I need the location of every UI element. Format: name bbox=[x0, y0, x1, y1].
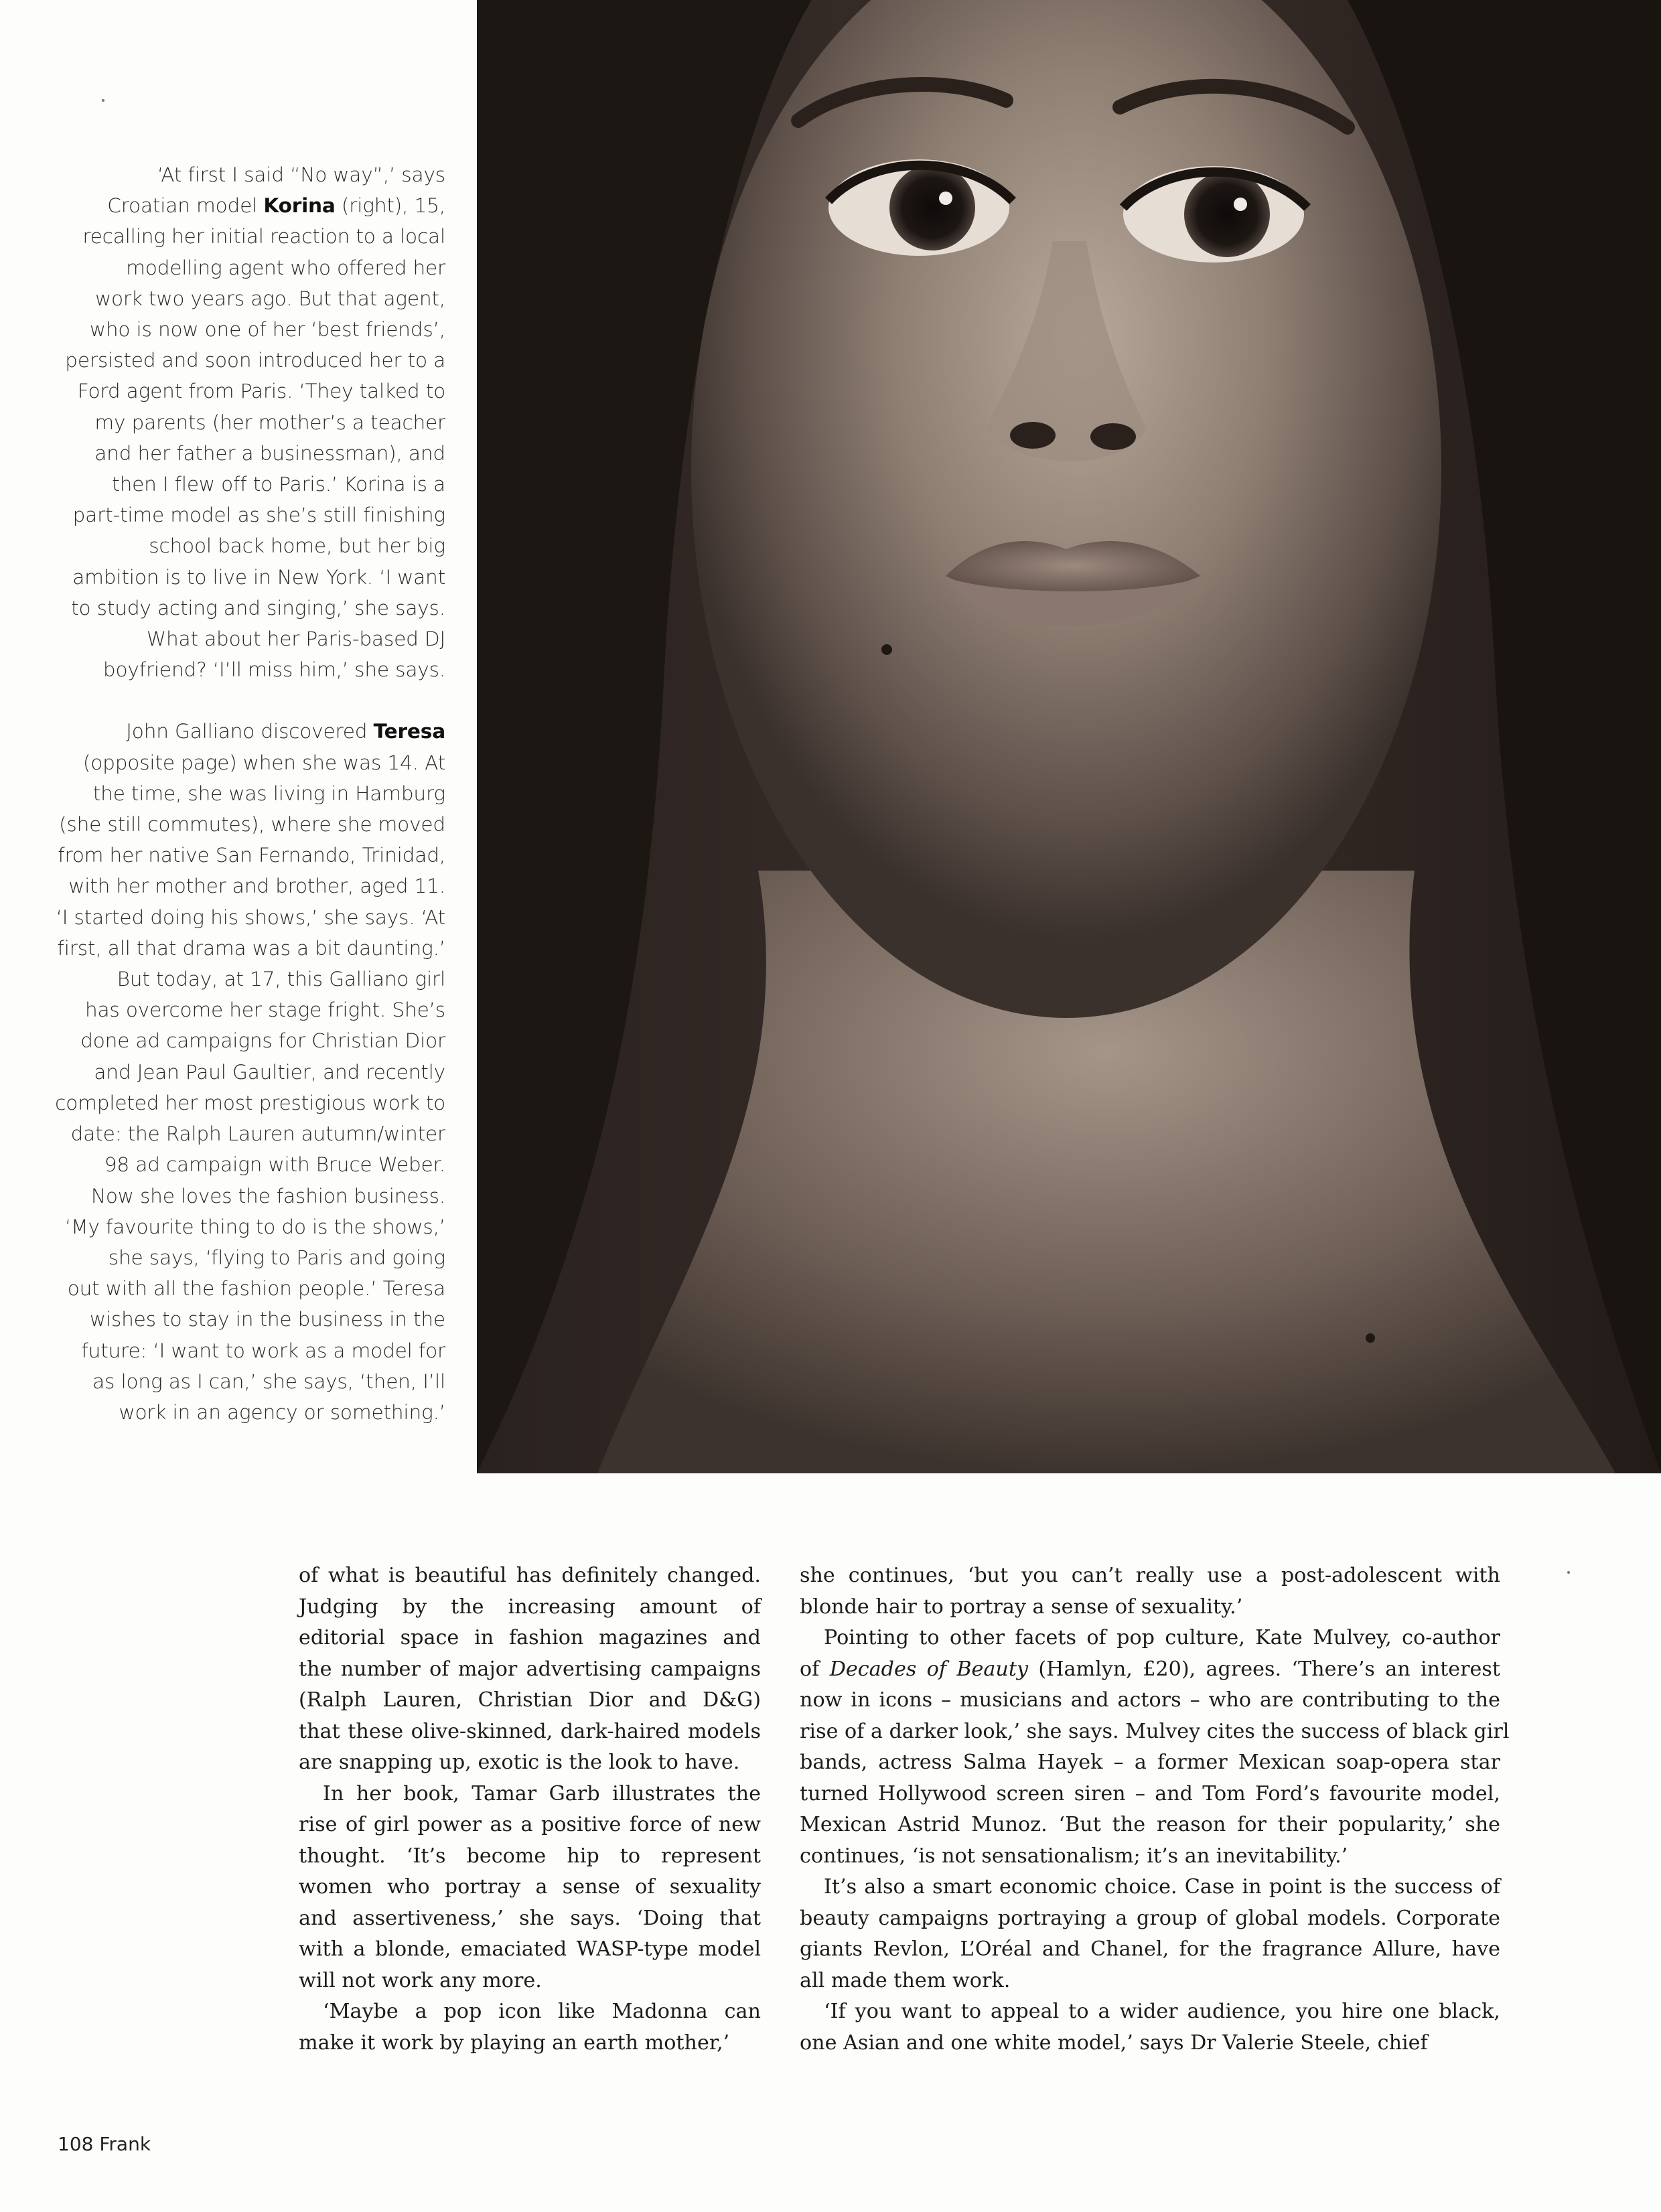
sidebar-line: work in an agency or something.’ bbox=[119, 1400, 445, 1424]
sidebar-line: she says, ‘flying to Paris and going bbox=[108, 1246, 445, 1269]
sidebar-line: Ford agent from Paris. ‘They talked to bbox=[77, 380, 445, 403]
sidebar-line: wishes to stay in the business in the bbox=[89, 1308, 445, 1331]
body-line: editorial space in fashion magazines and bbox=[299, 1626, 761, 1649]
sidebar-line: to study acting and singing,’ she says. bbox=[71, 596, 445, 619]
body-line: with a blonde, emaciated WASP-type model bbox=[299, 1937, 761, 1961]
sidebar-line: Croatian model Korina (right), 15, bbox=[107, 194, 445, 218]
sidebar-line: my parents (her mother’s a teacher bbox=[94, 411, 445, 434]
body-line: one Asian and one white model,’ says Dr Valerie Steele, chief bbox=[800, 2031, 1428, 2055]
body-line: ‘Maybe a pop icon like Madonna can bbox=[323, 2000, 761, 2023]
body-line: that these olive-skinned, dark-haired models bbox=[299, 1719, 761, 1743]
sidebar-line: ambition is to live in New York. ‘I want bbox=[72, 565, 445, 589]
sidebar-line: as long as I can,’ she says, ‘then, I’ll bbox=[92, 1370, 445, 1393]
body-paragraph bbox=[800, 1872, 1500, 1996]
sidebar-line: school back home, but her big bbox=[149, 534, 445, 558]
body-line: now in icons – musicians and actors – who are contributing to the bbox=[800, 1688, 1500, 1712]
portrait-photo bbox=[477, 0, 1661, 1473]
sidebar-line: and her father a businessman), and bbox=[94, 441, 445, 465]
body-line: turned Hollywood screen siren – and Tom Ford’s favourite model, bbox=[800, 1781, 1500, 1805]
body-line: thought. ‘It’s become hip to represent bbox=[299, 1844, 761, 1868]
sidebar-line: modelling agent who offered her bbox=[126, 256, 445, 279]
sidebar-line: with her mother and brother, aged 11. bbox=[68, 875, 445, 898]
sidebar-line: first, all that drama was a bit daunting.’ bbox=[57, 936, 445, 960]
body-line: are snapping up, exotic is the look to have. bbox=[299, 1751, 740, 1774]
body-line: and assertiveness,’ she says. ‘Doing that bbox=[299, 1906, 761, 1930]
sidebar-line: recalling her initial reaction to a local bbox=[82, 225, 445, 248]
sidebar-line: persisted and soon introduced her to a bbox=[65, 349, 445, 372]
body-line: women who portray a sense of sexuality bbox=[299, 1875, 761, 1899]
sidebar-line: 98 ad campaign with Bruce Weber. bbox=[104, 1153, 445, 1177]
body-line: Mexican Astrid Munoz. ‘But the reason for their popularity,’ she bbox=[800, 1813, 1500, 1836]
sidebar-line: (she still commutes), where she moved bbox=[59, 813, 445, 836]
body-line: blonde hair to portray a sense of sexuality.’ bbox=[800, 1595, 1243, 1619]
body-paragraph bbox=[299, 1560, 761, 1779]
body-line: of what is beautiful has definitely changed. bbox=[299, 1564, 761, 1587]
portrait-illustration bbox=[477, 0, 1661, 1473]
body-column-1 bbox=[299, 1560, 761, 2059]
body-line: giants Revlon, L’Oréal and Chanel, for the fragrance Allure, have bbox=[800, 1937, 1500, 1961]
sidebar-line: then I flew off to Paris.’ Korina is a bbox=[112, 473, 445, 496]
sidebar-line: Now she loves the fashion business. bbox=[90, 1184, 445, 1207]
dust-speck bbox=[1567, 1571, 1570, 1574]
body-paragraph bbox=[299, 1779, 761, 1997]
dust-speck bbox=[102, 99, 104, 102]
body-line: the number of major advertising campaigns bbox=[299, 1657, 761, 1681]
body-line: Pointing to other facets of pop culture, Kate Mulvey, co-author bbox=[824, 1626, 1500, 1649]
body-line: rise of a darker look,’ she says. Mulvey cites the success of black girl bbox=[800, 1719, 1510, 1743]
page-folio: 108 Frank bbox=[58, 2133, 151, 2155]
sidebar-line: ‘My favourite thing to do is the shows,’ bbox=[64, 1215, 445, 1238]
body-line: will not work any more. bbox=[299, 1968, 542, 1992]
sidebar-line: from her native San Fernando, Trinidad, bbox=[58, 844, 445, 867]
sidebar-line: What about her Paris-based DJ bbox=[146, 628, 445, 651]
sidebar-line: ‘At first I said “No way”,’ says bbox=[157, 163, 445, 186]
body-line: It’s also a smart economic choice. Case in point is the success of bbox=[824, 1875, 1500, 1899]
sidebar-column bbox=[40, 159, 445, 1428]
body-line: (Ralph Lauren, Christian Dior and D&G) bbox=[299, 1688, 761, 1712]
body-line: Judging by the increasing amount of bbox=[299, 1595, 761, 1619]
sidebar-line: the time, she was living in Hamburg bbox=[92, 782, 445, 805]
sidebar-line: boyfriend? ‘I’ll miss him,’ she says. bbox=[102, 658, 445, 682]
body-paragraph bbox=[299, 1996, 761, 2059]
sidebar-line: has overcome her stage fright. She’s bbox=[84, 999, 445, 1022]
body-line: all made them work. bbox=[800, 1968, 1011, 1992]
body-line: ‘If you want to appeal to a wider audience, you hire one black, bbox=[824, 2000, 1500, 2023]
sidebar-line: out with all the fashion people.’ Teresa bbox=[67, 1277, 445, 1301]
sidebar-line: (opposite page) when she was 14. At bbox=[82, 751, 445, 774]
body-line: In her book, Tamar Garb illustrates the bbox=[323, 1781, 761, 1805]
body-column-2 bbox=[800, 1560, 1510, 2059]
body-line: beauty campaigns portraying a group of global models. Corporate bbox=[800, 1906, 1500, 1930]
sidebar-line: future: ‘I want to work as a model for bbox=[81, 1339, 445, 1362]
sidebar-line: date: the Ralph Lauren autumn/winter bbox=[70, 1122, 445, 1146]
body-paragraph bbox=[800, 1623, 1510, 1872]
teresa-paragraph bbox=[40, 716, 445, 1428]
sidebar-line: part-time model as she’s still finishing bbox=[72, 504, 445, 527]
body-paragraph bbox=[800, 1560, 1500, 1623]
korina-paragraph bbox=[40, 159, 445, 685]
sidebar-line: But today, at 17, this Galliano girl bbox=[117, 968, 445, 991]
body-line: continues, ‘is not sensationalism; it’s an inevitability.’ bbox=[800, 1844, 1348, 1868]
body-line: bands, actress Salma Hayek – a former Mexican soap-opera star bbox=[800, 1751, 1500, 1774]
body-paragraph bbox=[800, 1996, 1500, 2059]
sidebar-line: work two years ago. But that agent, bbox=[95, 287, 445, 310]
body-line: rise of girl power as a positive force of new bbox=[299, 1813, 761, 1836]
sidebar-line: John Galliano discovered Teresa bbox=[126, 720, 445, 743]
sidebar-line: done ad campaigns for Christian Dior bbox=[80, 1029, 445, 1053]
sidebar-line: and Jean Paul Gaultier, and recently bbox=[94, 1060, 445, 1084]
sidebar-line: completed her most prestigious work to bbox=[55, 1091, 445, 1114]
body-line: make it work by playing an earth mother,’ bbox=[299, 2031, 730, 2055]
body-line: she continues, ‘but you can’t really use a post-adolescent with bbox=[800, 1564, 1500, 1587]
body-line: of Decades of Beauty (Hamlyn, £20), agrees. ‘There’s an interest bbox=[800, 1657, 1500, 1681]
sidebar-line: ‘I started doing his shows,’ she says. ‘At bbox=[56, 905, 445, 929]
sidebar-line: who is now one of her ‘best friends’, bbox=[89, 318, 445, 342]
